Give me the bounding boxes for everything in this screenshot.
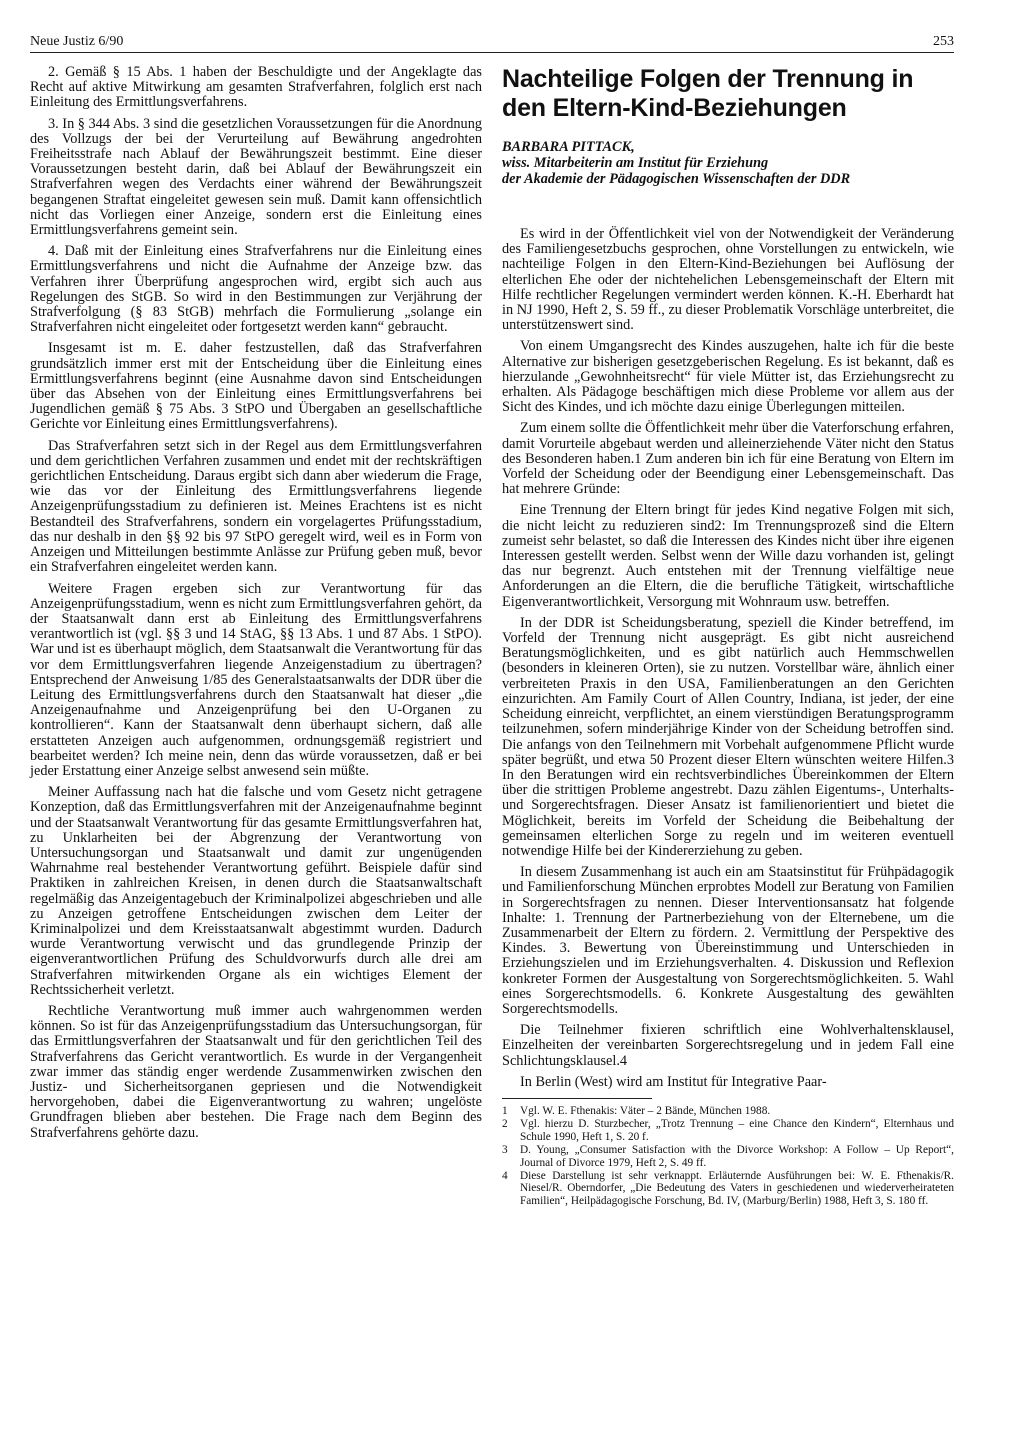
page-header [30, 20, 954, 53]
footnote-number: 1 [502, 1104, 508, 1117]
paragraph: In diesem Zusammenhang ist auch ein am Staatsinstitut für Frühpädagogik und Familienforschung München erprobtes Modell zur Beratung von Familien in Sorgerechtsfragen zu nennen. Dieser Interventionsansatz hat folgende Inhalte: 1. Trennung der Partnerbeziehung von der Elternebene, um die Zusammenarbeit der Eltern zu fördern. 2. Vermittlung der Perspektive des Kindes. 3. Bewertung von Übereinstimmung und Unterschieden in Erziehungszielen und im Erziehungsverhalten. 4. Diskussion und Reflexion konkreter Formen der Ausgestaltung von Sorgerechtsmöglichkeiten. 5. Wahl eines Sorgerechtsmodells. 6. Konkrete Ausgestaltung des gewählten Sorgerechtsmodells. [502, 864, 954, 1017]
footnote [502, 1144, 954, 1169]
footnote-text: D. Young, „Consumer Satisfaction with the Divorce Workshop: A Follow – Up Report“, Journal of Divorce 1979, Heft 2, S. 49 ff. [520, 1144, 954, 1169]
paragraph: Insgesamt ist m. E. daher festzustellen, daß das Strafverfahren grundsätzlich immer erst mit der Entscheidung über die Einleitung eines Ermittlungsverfahrens beginnt (eine Ausnahme davon sind Entscheidungen über das Absehen von der Einleitung eines Ermittlungsverfahrens bei Jugendlichen gemäß § 75 Abs. 3 StPO und Übergaben an gesellschaftliche Gerichte vor Einleitung eines Ermittlungsverfahrens). [30, 340, 482, 433]
paragraph: 4. Daß mit der Einleitung eines Strafverfahrens nur die Einleitung eines Ermittlungsverfahrens und nicht die Aufnahme der Anzeige bzw. das Verfahren ihrer Überprüfung angesprochen wird, ergibt sich auch aus Regelungen des StGB. So wird in den Bestimmungen zur Verjährung der Strafverfolgung (§ 83 StGB) mehrfach die Formulierung „solange ein Strafverfahren nicht eingeleitet oder fortgesetzt werden kann“ gebraucht. [30, 243, 482, 336]
footnotes [502, 1105, 954, 1207]
paragraph: Es wird in der Öffentlichkeit viel von der Notwendigkeit der Veränderung des Familiengesetzbuchs gesprochen, ohne Vorstellungen zu entwickeln, wie nachteilige Folgen in den Eltern-Kind-Beziehungen bei Auflösung der elterlichen Ehe oder der nichtehelichen Lebensgemeinschaft der Eltern mit Hilfe rechtlicher Regelungen vermindert werden können. K.-H. Eberhardt hat in NJ 1990, Heft 2, S. 59 ff., zu dieser Problematik Vorschläge unterbreitet, die unterstützenswert sind. [502, 226, 954, 334]
footnote-number: 4 [502, 1170, 508, 1182]
paragraph: Die Teilnehmer fixieren schriftlich eine Wohlverhaltensklausel, Einzelheiten der vereinbarten Sorgerechtsregelung und in jedem Fall eine Schlichtungsklausel.4 [502, 1022, 954, 1069]
author-institution: der Akademie der Pädagogischen Wissenschaften der DDR [502, 171, 851, 187]
paragraph: 3. In § 344 Abs. 3 sind die gesetzlichen Voraussetzungen für die Anordnung des Vollzugs der bei der Verurteilung auf Bewährung angedrohten Freiheitsstrafe nach Ablauf der Bewährungszeit bestimmt. Eine dieser Voraussetzungen besteht darin, daß bei Ablauf der Bewährungszeit ein Strafverfahren wegen des Verdachts einer während der Bewährungszeit begangenen Straftat eingeleitet gewesen sein muß. Damit kann offensichtlich nicht das Vorliegen einer Anzeige, sondern erst die Einleitung eines Ermittlungsverfahrens gemeint sein. [30, 115, 482, 239]
paragraph: Eine Trennung der Eltern bringt für jedes Kind negative Folgen mit sich, die nicht leicht zu reduzieren sind2: Im Trennungsprozeß sind die Eltern zumeist sehr belastet, so daß die Interessen des Kindes nicht über ihre eigenen Interessen gestellt werden. Selbst wenn der Wille dazu vorhanden ist, gelingt das nur begrenzt. Auch entstehen mit der Trennung vielfältige neue Anforderungen an die Eltern, die die berufliche Tätigkeit, wirtschaftliche Eigenverantwortlichkeit, Versorgung mit Wohnraum usw. betreffen. [502, 502, 954, 610]
footnote [502, 1105, 954, 1117]
footnote [502, 1118, 954, 1143]
footnote-text: Vgl. hierzu D. Sturzbecher, „Trotz Trennung – eine Chance den Kindern“, Elternhaus und Schule 1990, Heft 1, S. 20 f. [520, 1118, 954, 1143]
paragraph: In der DDR ist Scheidungsberatung, speziell die Kinder betreffend, im Vorfeld der Trennung nicht ausgeprägt. Es gibt nicht ausreichend Beratungsmöglichkeiten, und es gibt natürlich auch Hemmschwellen (besonders in kleineren Orten), sie zu nutzen. Vorstellbar wäre, ähnlich einer verbreiteten Praxis in den USA, Familienberatungen an den Gerichten einzurichten. Am Family Court of Allen Country, Indiana, ist jeder, der eine Scheidung einreicht, verpflichtet, an einem vierstündigen Beratungsprogramm teilzunehmen, sofern minderjährige Kinder von der Scheidung betroffen sind. Die anfangs von den Teilnehmern mit Vorbehalt aufgenommene Pflicht wurde später begrüßt, und etwa 50 Prozent dieser Eltern wünschten weitere Hilfen.3 In den Beratungen wird ein rechtsverbindliches Übereinkommen der Eltern über die strittigen Probleme angestrebt. Dazu zählen Eigentums-, Unterhalts- und Sorgerechtsfragen. Dieser Ansatz ist familienorientiert und bietet die Möglichkeit, bereits im Vorfeld der Scheidung die Beibehaltung der gemeinsamen elterlichen Sorge zu regeln und im weiteren eventuell notwendige Hilfe bei der Kindererziehung zu geben. [502, 614, 954, 859]
footnote-number: 2 [502, 1118, 508, 1131]
paragraph: In Berlin (West) wird am Institut für Integrative Paar- [520, 1073, 827, 1090]
author-block [502, 139, 954, 187]
footnote-rule [502, 1098, 652, 1105]
paragraph: Von einem Umgangsrecht des Kindes auszugehen, halte ich für die beste Alternative zur bisherigen gesetzgeberischen Regelung. Es ist bekannt, daß es hierzulande „Gewohnheitsrecht“ für viele Mütter ist, das Erziehungsrecht zu erhalten. Als Pädagoge beschäftigen mich diese Probleme vor allem aus der Sicht des Kindes, und ich möchte dazu einige Überlegungen mitteilen. [502, 338, 954, 416]
author-affiliation: wiss. Mitarbeiterin am Institut für Erziehung [502, 155, 769, 171]
footnote-text: Diese Darstellung ist sehr verknappt. Erläuternde Ausführungen bei: W. E. Fthenakis/R. Niesel/R. Oberndorfer, „Die Bedeutung des Vaters in geschiedenen und wiederverheirateten Familien“, Heilpädagogische Forschung, Bd. IV, (Marburg/Berlin) 1988, Heft 3, S. 180 ff. [520, 1170, 954, 1207]
right-column [502, 65, 954, 1208]
footnote [502, 1170, 954, 1207]
article-title: Nachteilige Folgen der Trennung in den Eltern-Kind-Beziehungen [502, 65, 914, 122]
paragraph: Weitere Fragen ergeben sich zur Verantwortung für das Anzeigenprüfungsstadium, wenn es nicht zum Ermittlungsverfahren gehört, da der Staatsanwalt dann erst ab Einleitung des Ermittlungsverfahrens verantwortlich ist (vgl. §§ 3 und 14 StAG, §§ 13 Abs. 1 und 87 Abs. 1 StPO). War und ist es überhaupt möglich, dem Staatsanwalt die Verantwortung für das vor dem Ermittlungsverfahren liegende Anzeigenstadium zu übertragen? Entsprechend der Anweisung 1/85 des Generalstaatsanwalts der DDR über die Leitung des Ermittlungsverfahrens durch den Staatsanwalt hat dieser „die Anzeigenaufnahme und Anzeigenprüfung bei den U-Organen zu kontrollieren“. Kann der Staatsanwalt denn überhaupt sichern, daß alle erstatteten Anzeigen auch aufgenommen, ordnungsgemäß registriert und bearbeitet werden? Ich meine nein, denn das würde voraussetzen, daß er bei jeder Erstattung einer Anzeige selbst anwesend sein müßte. [30, 580, 483, 779]
paragraph: Das Strafverfahren setzt sich in der Regel aus dem Ermittlungsverfahren und dem gerichtlichen Verfahren zusammen und endet mit der rechtskräftigen gerichtlichen Entscheidung. Daraus ergibt sich dann aber wiederum die Frage, wie das vor der Einleitung des Ermittlungsverfahrens liegende Anzeigenprüfungsstadium zu definieren ist. Meines Erachtens ist es nicht Bestandteil des Strafverfahrens, sondern ein vorgelagertes Prüfungsstadium, das nur deshalb in den §§ 92 bis 97 StPO geregelt wird, weil es in Form von Anzeigen und Mitteilungen bestimmte Anlässe zur Prüfung geben muß, bevor ein Strafverfahren eingeleitet werden kann. [30, 437, 482, 576]
paragraph: Zum einem sollte die Öffentlichkeit mehr über die Vaterforschung erfahren, damit Vorurteile abgebaut werden und alleinerziehende Väter nicht den Status des Besonderen haben.1 Zum anderen bin ich für eine Beratung von Eltern im Vorfeld der Scheidung oder der Beendigung einer Lebensgemeinschaft. Das hat mehrere Gründe: [502, 420, 954, 498]
journal-issue: Neue Justiz 6/90 [30, 34, 124, 49]
left-column [30, 65, 482, 1147]
footnote-number: 3 [502, 1144, 508, 1157]
page-number: 253 [933, 34, 954, 49]
paragraph: 2. Gemäß § 15 Abs. 1 haben der Beschuldigte und der Angeklagte das Recht auf aktive Mitwirkung am gesamten Strafverfahren, folglich erst nach Einleitung des Ermittlungsverfahrens. [30, 64, 482, 111]
footnote-text: Vgl. W. E. Fthenakis: Väter – 2 Bände, München 1988. [520, 1104, 771, 1117]
paragraph: Rechtliche Verantwortung muß immer auch wahrgenommen werden können. So ist für das Anzeigenprüfungsstadium das Untersuchungsorgan, für das Ermittlungsverfahren der Staatsanwalt und für den gerichtlichen Teil des Strafverfahrens das Gericht verantwortlich. Es wurde in der Vergangenheit zwar immer das ständig enger werdende Zusammenwirken zwischen den Justiz- und Sicherheitsorganen gepriesen und die Notwendigkeit hervorgehoben, dabei die Eigenverantwortung zu wahren; ungelöste Grundfragen blieben aber bestehen. Die Frage nach dem Beginn des Strafverfahrens gehörte dazu. [30, 1002, 482, 1141]
text-columns [30, 65, 954, 1208]
author-name: BARBARA PITTACK, [502, 139, 635, 155]
paragraph: Meiner Auffassung nach hat die falsche und vom Gesetz nicht getragene Konzeption, daß das Ermittlungsverfahren mit der Anzeigenaufnahme beginnt und der Staatsanwalt Verantwortung für das gesamte Ermittlungsverfahren hat, zu Unklarheiten bei der Abgrenzung der Verantwortung von Untersuchungsorgan und Staatsanwalt und damit zur ungenügenden Wahrnahme real bestehender Verantwortung geführt. Beispiele dafür sind Praktiken in zahlreichen Kreisen, in denen durch die Staatsanwaltschaft regelmäßig das Anzeigentagebuch der Kriminalpolizei abgeschrieben und alle zu Anzeigen getroffene Entscheidungen zwischen dem Leiter der Kriminalpolizei und dem Kreisstaatsanwalt abgestimmt wurden. Dadurch wurde Verantwortung verwischt und das grundlegende Prinzip der eigenverantwortlichen Prüfung des Schuldvorwurfs durch alle drei am Strafverfahren mitwirkenden Organe als ein wichtiges Element der Rechtssicherheit verletzt. [30, 784, 482, 998]
